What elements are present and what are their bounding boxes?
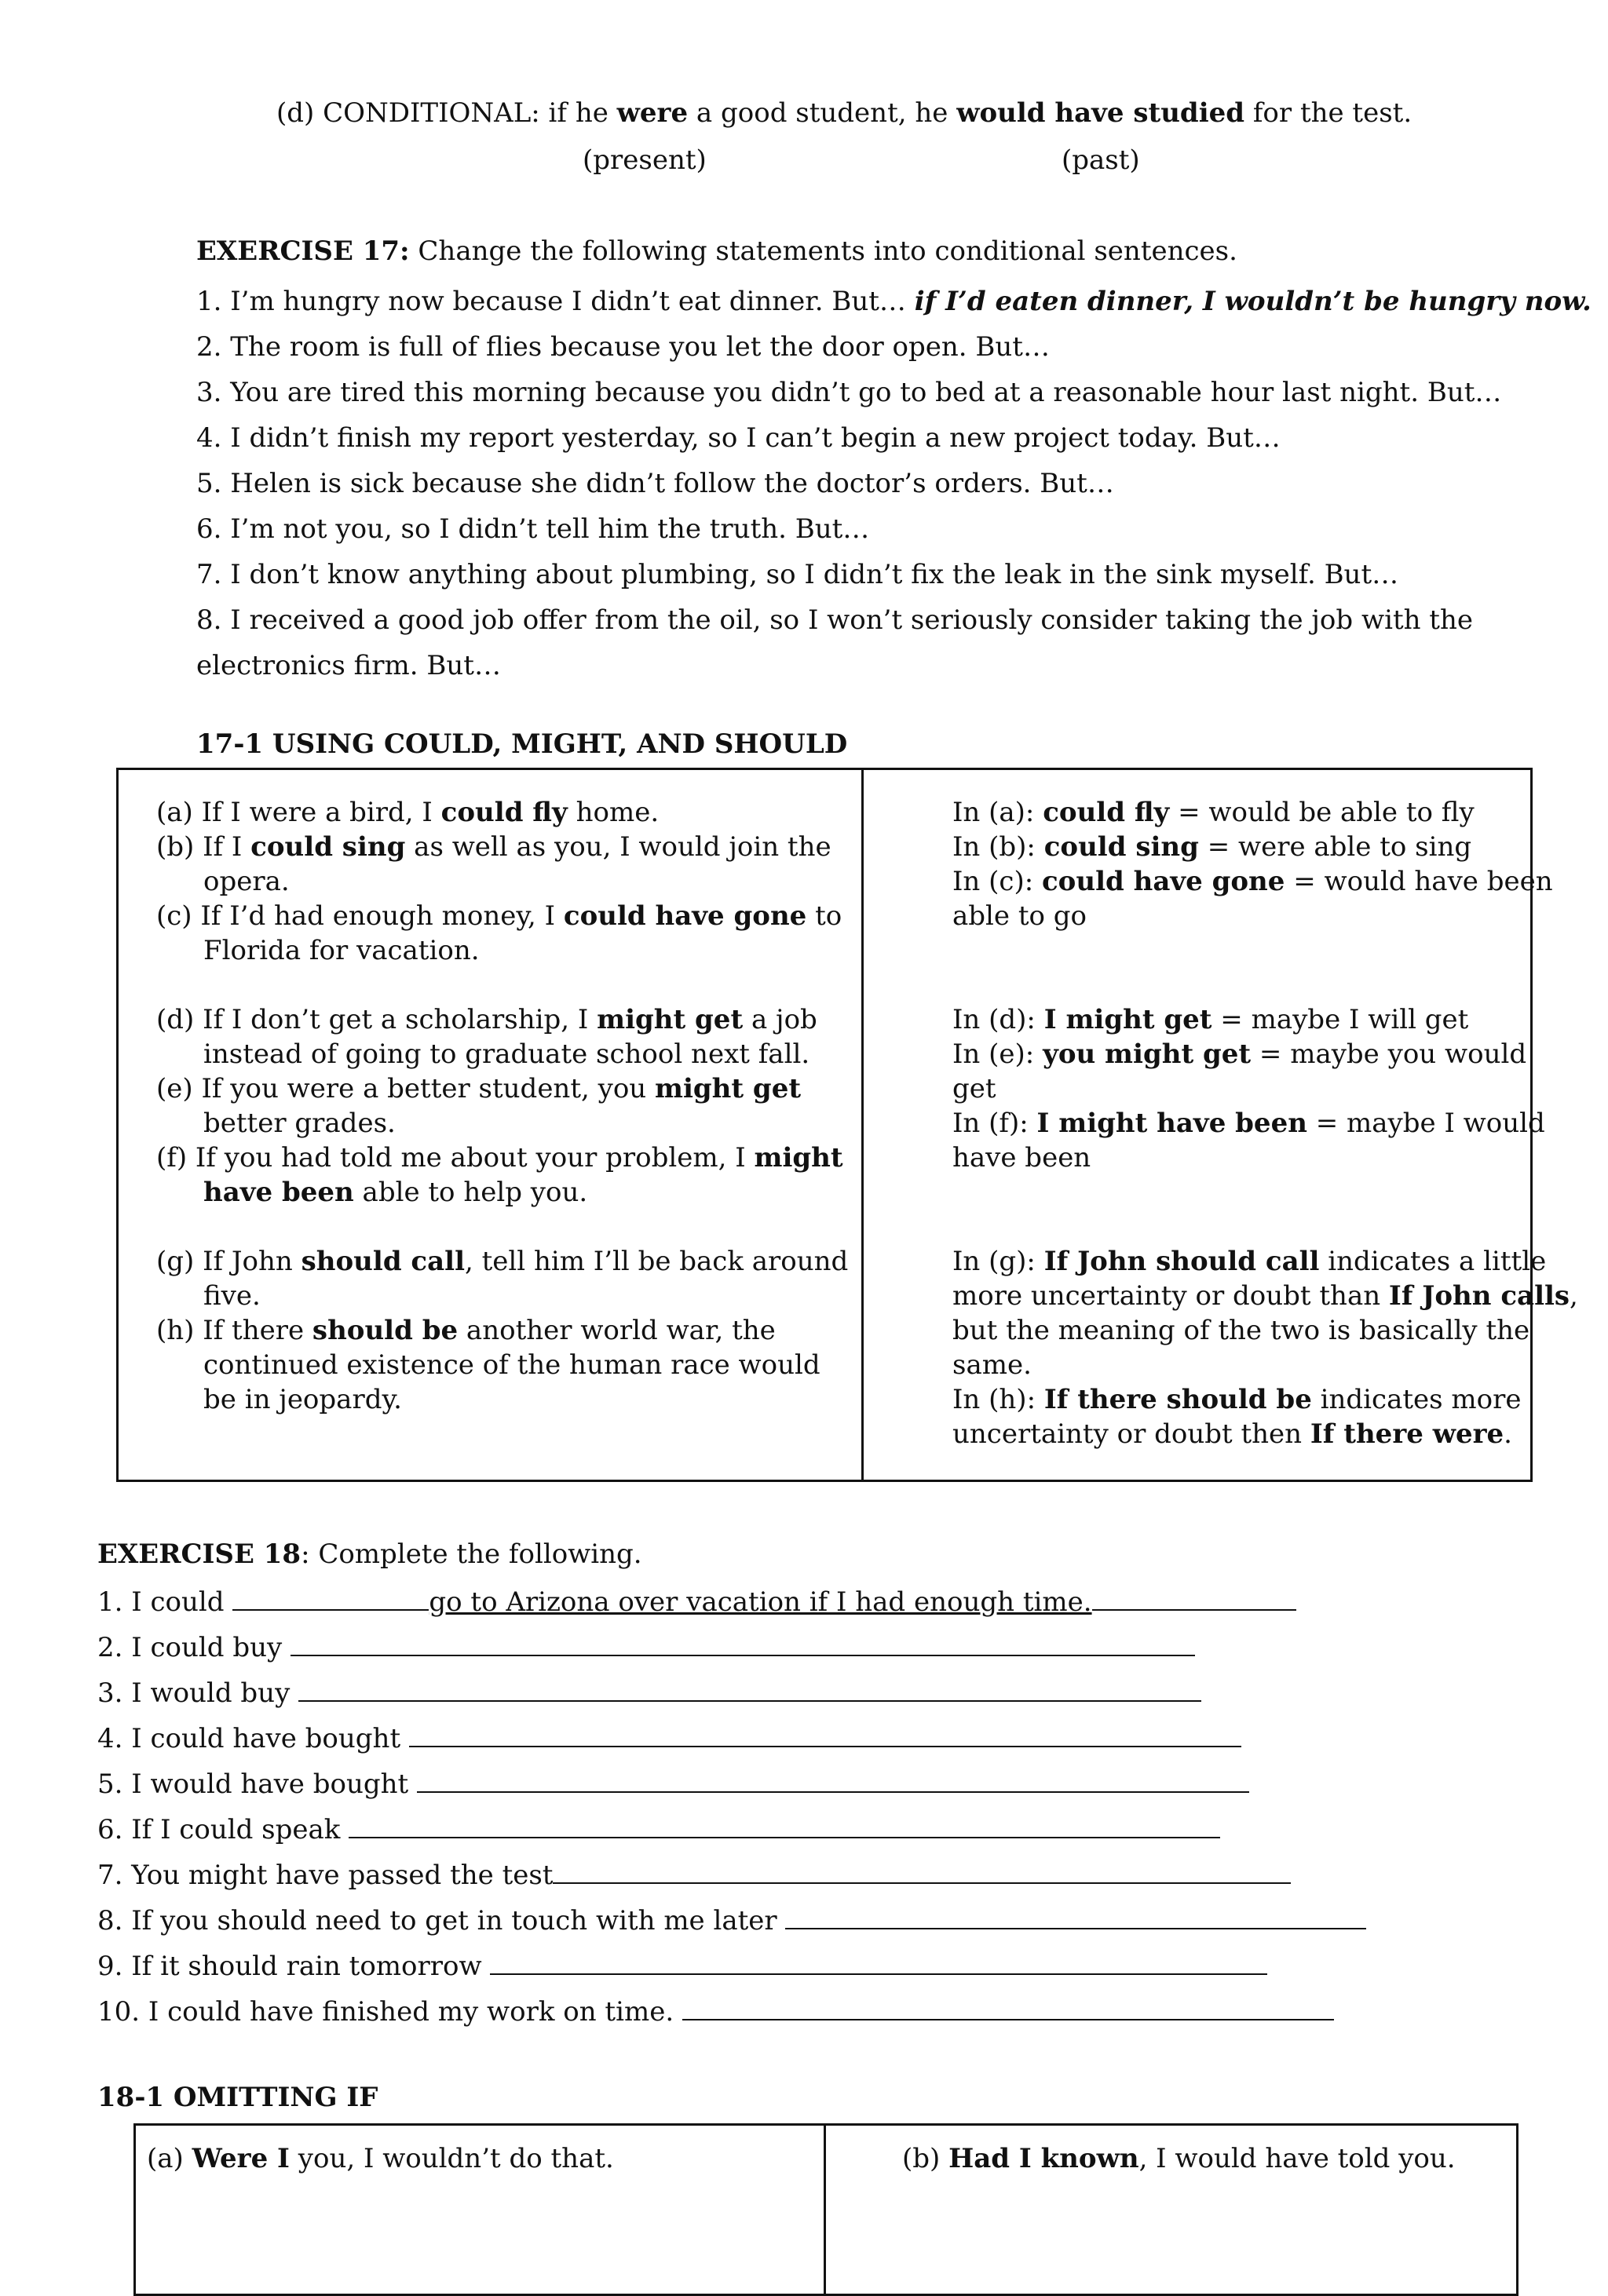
exercise-18-item-text: 1. I could (97, 1586, 225, 1618)
conditional-label: (d) CONDITIONAL: if he (276, 97, 608, 129)
explanation-g-cont: but the meaning of the two is basically the (952, 1315, 1530, 1346)
text: , tell him I’ll be back around (465, 1246, 849, 1277)
bold-text: have been (203, 1177, 354, 1208)
text: home. (567, 797, 660, 828)
bold-text: If there were (1310, 1418, 1504, 1450)
answer-blank[interactable] (553, 1859, 1291, 1884)
text: (a) (147, 2143, 192, 2174)
exercise-17-title: EXERCISE 17: (196, 235, 410, 267)
text: = would be able to fly (1169, 797, 1475, 828)
example-f-cont (203, 1175, 587, 1210)
exercise-18-item-text: 2. I could buy (97, 1632, 283, 1663)
bold-text: could fly (1043, 797, 1170, 828)
text: a job (743, 1004, 817, 1035)
exercise-18-item (97, 1995, 1334, 2028)
text: (b) (902, 2143, 949, 2174)
text: In (f): (952, 1108, 1037, 1139)
text: = maybe you would (1251, 1038, 1527, 1070)
exercise-18-item (97, 1859, 1291, 1891)
explanation-e-cont: get (952, 1073, 996, 1104)
text: (g) If John (156, 1246, 302, 1277)
explanation-e (952, 1037, 1526, 1071)
exercise-18-item (97, 1586, 1296, 1618)
answer-blank[interactable] (1092, 1586, 1296, 1611)
exercise-17-answer: if I’d eaten dinner, I wouldn’t be hungry now. (914, 286, 1592, 317)
text: able to help you. (353, 1177, 588, 1208)
example-e (156, 1071, 801, 1106)
answer-blank[interactable] (409, 1722, 1241, 1747)
exercise-18-item (97, 1768, 1249, 1800)
exercise-18-item-text: 8. If you should need to get in touch with me later (97, 1905, 777, 1936)
exercise-17-item: 2. The room is full of flies because you let the door open. But… (196, 331, 1050, 363)
exercise-17-item (196, 286, 1592, 317)
bold-text: should call (301, 1246, 465, 1277)
exercise-17-item: 4. I didn’t finish my report yesterday, so I can’t begin a new project today. But… (196, 422, 1281, 454)
text: In (g): (952, 1246, 1044, 1277)
bold-text: might (754, 1142, 843, 1174)
example-f (156, 1141, 843, 1175)
explanation-g (952, 1244, 1546, 1279)
past-label: (past) (1062, 144, 1140, 176)
answer-blank[interactable] (417, 1768, 1249, 1793)
bold-text: could have gone (563, 900, 807, 932)
answer-blank[interactable] (490, 1950, 1267, 1975)
example-c (156, 899, 842, 933)
text: In (h): (952, 1384, 1044, 1415)
conditional-mid: a good student, he (696, 97, 948, 129)
explanation-f-cont: have been (952, 1142, 1091, 1174)
exercise-17-item-text: 1. I’m hungry now because I didn’t eat dinner. But… (196, 286, 906, 317)
answer-blank[interactable] (682, 1995, 1334, 2020)
example-g (156, 1244, 848, 1279)
bold-text: Had I known (948, 2143, 1139, 2174)
exercise-18-item (97, 1904, 1366, 1936)
bold-text: could fly (440, 797, 568, 828)
explanation-b (952, 830, 1471, 864)
text: = were able to sing (1198, 831, 1472, 863)
section-17-1-title: 17-1 USING COULD, MIGHT, AND SHOULD (196, 728, 848, 760)
text: another world war, the (458, 1315, 776, 1346)
exercise-17-item: 5. Helen is sick because she didn’t follow the doctor’s orders. But… (196, 468, 1114, 499)
text: In (e): (952, 1038, 1043, 1070)
exercise-18-item-text: 6. If I could speak (97, 1814, 341, 1845)
text: = maybe I would (1306, 1108, 1545, 1139)
text: , (1570, 1280, 1578, 1312)
example-b (156, 830, 831, 864)
bold-text: might get (655, 1073, 802, 1104)
answer-blank[interactable] (785, 1904, 1366, 1929)
explanation-h-cont (952, 1417, 1512, 1451)
explanation-g-cont (952, 1279, 1578, 1313)
omitting-if-example-b (902, 2141, 1456, 2176)
example-d-cont: instead of going to graduate school next fall. (203, 1038, 810, 1070)
exercise-18-item (97, 1813, 1220, 1845)
bold-text: I might get (1043, 1004, 1212, 1035)
explanation-d (952, 1002, 1468, 1037)
section-18-1-title: 18-1 OMITTING IF (97, 2082, 378, 2113)
text: (e) If you were a better student, you (156, 1073, 655, 1104)
explanation-f (952, 1106, 1545, 1141)
answer-blank[interactable] (298, 1677, 1201, 1702)
exercise-18-item (97, 1722, 1241, 1754)
example-h (156, 1313, 776, 1348)
exercise-18-item-text: 5. I would have bought (97, 1769, 409, 1800)
text: . (1504, 1418, 1512, 1450)
conditional-were: were (616, 97, 689, 129)
example-d (156, 1002, 817, 1037)
exercise-18-title: EXERCISE 18 (97, 1539, 302, 1570)
answer-blank[interactable] (232, 1586, 429, 1611)
bold-text: you might get (1043, 1038, 1252, 1070)
exercise-18-item-text: 7. You might have passed the test (97, 1860, 554, 1891)
exercise-17-item: electronics firm. But… (196, 650, 501, 681)
text: (a) If I were a bird, I (156, 797, 441, 828)
exercise-17-item: 7. I don’t know anything about plumbing, so I didn’t fix the leak in the sink myself. But… (196, 559, 1399, 590)
example-e-cont: better grades. (203, 1108, 396, 1139)
bold-text: should be (312, 1315, 459, 1346)
bold-text: If there should be (1043, 1384, 1312, 1415)
answer-blank[interactable] (349, 1813, 1220, 1838)
text: , I would have told you. (1138, 2143, 1456, 2174)
text: In (d): (952, 1004, 1044, 1035)
exercise-18-item (97, 1950, 1267, 1982)
text: uncertainty or doubt then (952, 1418, 1310, 1450)
example-a (156, 795, 659, 830)
present-label: (present) (583, 144, 707, 176)
exercise-18-heading (97, 1539, 642, 1570)
exercise-18-item-text: 3. I would buy (97, 1677, 291, 1709)
section-17-1-table (116, 768, 1578, 1482)
bold-text: might get (597, 1004, 744, 1035)
bold-text: If John should call (1043, 1246, 1320, 1277)
exercise-18-answer: go to Arizona over vacation if I had enough time. (429, 1586, 1092, 1618)
bold-text: could sing (250, 831, 406, 863)
conditional-end: for the test. (1252, 97, 1412, 129)
text: indicates a little (1319, 1246, 1547, 1277)
example-c-cont: Florida for vacation. (203, 935, 480, 966)
omitting-if-example-a (147, 2141, 614, 2176)
text: In (c): (952, 866, 1042, 897)
answer-blank[interactable] (291, 1631, 1195, 1656)
table-divider (824, 2126, 826, 2294)
exercise-17-item: 8. I received a good job offer from the oil, so I won’t seriously consider taking the job with the (196, 604, 1473, 636)
text: (d) If I don’t get a scholarship, I (156, 1004, 598, 1035)
example-h-cont: be in jeopardy. (203, 1384, 402, 1415)
explanation-g-cont: same. (952, 1349, 1032, 1381)
explanation-a (952, 795, 1475, 830)
exercise-17-item: 3. You are tired this morning because you didn’t go to bed at a reasonable hour last night. But… (196, 377, 1502, 408)
exercise-17-instructions: Change the following statements into conditional sentences. (418, 235, 1237, 267)
text: (h) If there (156, 1315, 312, 1346)
text: In (a): (952, 797, 1043, 828)
bold-text: could sing (1043, 831, 1199, 863)
explanation-c (952, 864, 1553, 899)
exercise-18-instructions: : Complete the following. (301, 1539, 642, 1570)
exercise-18-item-text: 4. I could have bought (97, 1723, 401, 1754)
text: to (806, 900, 842, 932)
text: more uncertainty or doubt than (952, 1280, 1389, 1312)
text: In (b): (952, 831, 1044, 863)
example-g-cont: five. (203, 1280, 261, 1312)
text: indicates more (1311, 1384, 1522, 1415)
text: as well as you, I would join the (405, 831, 831, 863)
text: (c) If I’d had enough money, I (156, 900, 564, 932)
example-h-cont: continued existence of the human race would (203, 1349, 820, 1381)
text: (b) If I (156, 831, 251, 863)
explanation-h (952, 1382, 1521, 1417)
conditional-would-have-studied: would have studied (956, 97, 1245, 129)
text: = would have been (1285, 866, 1553, 897)
exercise-17-item: 6. I’m not you, so I didn’t tell him the truth. But… (196, 513, 870, 545)
exercise-18-item (97, 1677, 1201, 1709)
explanation-c-cont: able to go (952, 900, 1087, 932)
section-18-1-table (133, 2123, 1518, 2296)
text: (f) If you had told me about your problem, I (156, 1142, 755, 1174)
table-divider (861, 770, 864, 1480)
text: you, I wouldn’t do that. (289, 2143, 614, 2174)
conditional-example (276, 97, 1412, 129)
example-b-cont: opera. (203, 866, 290, 897)
bold-text: I might have been (1036, 1108, 1307, 1139)
bold-text: Were I (192, 2143, 290, 2174)
exercise-17-heading (196, 235, 1237, 267)
exercise-18-item-text: 9. If it should rain tomorrow (97, 1951, 482, 1982)
exercise-18-item-text: 10. I could have finished my work on time. (97, 1996, 674, 2028)
exercise-18-item (97, 1631, 1195, 1663)
bold-text: could have gone (1041, 866, 1285, 897)
text: = maybe I will get (1211, 1004, 1469, 1035)
bold-text: If John calls (1388, 1280, 1570, 1312)
